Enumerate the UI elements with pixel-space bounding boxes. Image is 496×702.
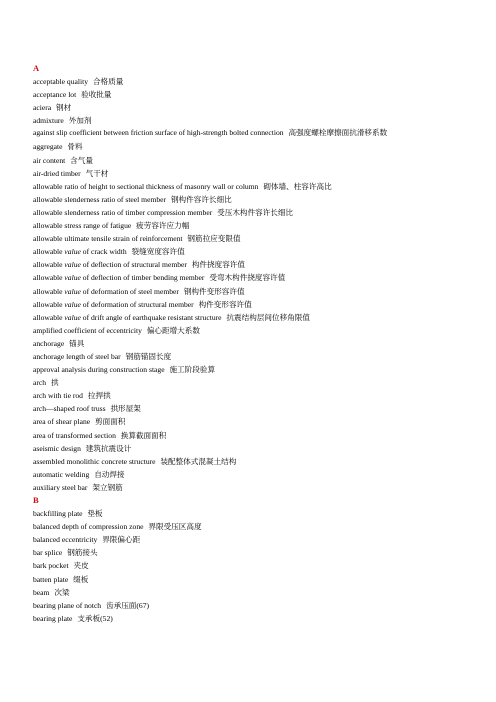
english-term: bearing plane of notch <box>33 600 102 610</box>
chinese-translation: 外加剂 <box>68 116 92 126</box>
term-suffix: of deflection of timber bending member <box>80 273 205 283</box>
glossary-entry <box>33 245 465 258</box>
chinese-translation: 钢构件容许长细比 <box>170 194 232 204</box>
term-prefix: allowable <box>33 299 65 309</box>
glossary-entry <box>33 140 465 153</box>
glossary-entry <box>33 363 465 376</box>
english-term: amplified coefficient of eccentricity <box>33 325 142 335</box>
chinese-translation: 钢材 <box>56 103 72 113</box>
glossary-entry <box>33 285 465 298</box>
glossary-entry <box>33 546 465 559</box>
term-italic: value <box>64 286 81 296</box>
chinese-translation: 气干材 <box>85 168 109 178</box>
english-term: bark pocket <box>33 561 69 571</box>
term-italic: value <box>64 247 81 257</box>
glossary-entry <box>33 468 465 481</box>
term-italic: value <box>64 273 81 283</box>
glossary-entry <box>33 573 465 586</box>
english-term <box>33 247 127 256</box>
chinese-translation: 界限受压区高度 <box>148 522 202 532</box>
glossary-entry <box>33 481 465 494</box>
chinese-translation: 构件变形容许值 <box>198 299 252 309</box>
section-letter: B <box>33 495 39 505</box>
chinese-translation: 建筑抗震设计 <box>85 443 132 453</box>
english-term: approval analysis during construction stage <box>33 365 165 375</box>
english-term: acceptance lot <box>33 90 77 100</box>
chinese-translation: 验收批量 <box>81 90 112 100</box>
term-prefix: allowable <box>33 273 65 283</box>
term-prefix: allowable <box>33 286 65 296</box>
chinese-translation: 骨料 <box>67 142 83 152</box>
english-term: batten plate <box>33 574 69 584</box>
english-term: anchorage length of steel bar <box>33 351 121 361</box>
chinese-translation: 拉捍拱 <box>87 391 111 401</box>
term-suffix: of deformation of steel member <box>80 286 179 296</box>
chinese-translation: 裂缝宽度容许值 <box>131 247 185 257</box>
chinese-translation: 次梁 <box>54 587 70 597</box>
chinese-translation: 施工阶段验算 <box>169 365 216 375</box>
term-italic: value <box>64 312 81 322</box>
term-italic: value <box>64 299 81 309</box>
chinese-translation: 受压木构件容许长细比 <box>217 207 294 217</box>
glossary-entry <box>33 599 465 612</box>
glossary-entry <box>33 114 465 127</box>
english-term: anchorage <box>33 338 65 348</box>
chinese-translation: 锚具 <box>69 338 85 348</box>
english-term: air content <box>33 155 66 165</box>
glossary-entry <box>33 350 465 363</box>
chinese-translation: 装配整体式混凝土结构 <box>160 456 237 466</box>
glossary-entry <box>33 101 465 114</box>
glossary-page <box>33 62 465 625</box>
chinese-translation: 界限偏心距 <box>102 535 141 545</box>
english-term: against slip coefficient between friction surface of high-strength bolted connection <box>33 128 284 138</box>
english-term: arch <box>33 378 47 388</box>
glossary-entry <box>33 455 465 468</box>
chinese-translation: 受弯木构件挠度容许值 <box>209 273 286 283</box>
english-term: admixture <box>33 116 64 126</box>
english-term: acceptable quality <box>33 77 89 87</box>
chinese-translation: 自动焊接 <box>94 469 125 479</box>
glossary-entry <box>33 520 465 533</box>
english-term: aggregate <box>33 142 63 152</box>
glossary-entry <box>33 232 465 245</box>
chinese-translation: 砌体墙、柱容许高比 <box>263 181 332 191</box>
english-term: aseismic design <box>33 443 81 453</box>
english-term: allowable slenderness ratio of steel member <box>33 194 167 204</box>
chinese-translation: 钢筋拉应变限值 <box>187 234 241 244</box>
glossary-entry <box>33 586 465 599</box>
glossary-entry <box>33 75 465 88</box>
chinese-translation: 偏心距增大系数 <box>146 325 200 335</box>
english-term: backfilling plate <box>33 509 83 519</box>
chinese-translation: 夹皮 <box>73 561 89 571</box>
english-term: allowable stress range of fatigue <box>33 221 132 231</box>
term-suffix: of deflection of structural member <box>80 260 187 270</box>
english-term <box>33 287 179 296</box>
english-term <box>33 300 194 309</box>
english-term: balanced eccentricity <box>33 535 98 545</box>
chinese-translation: 拱形屋架 <box>110 404 141 414</box>
glossary-entry <box>33 298 465 311</box>
glossary-entry <box>33 311 465 324</box>
glossary-entry <box>33 193 465 206</box>
glossary-entry <box>33 88 465 101</box>
english-term: allowable ultimate tensile strain of reinforcement <box>33 234 183 244</box>
term-suffix: of crack width <box>80 247 127 257</box>
glossary-entry <box>33 258 465 271</box>
chinese-translation: 含气量 <box>70 155 93 165</box>
chinese-translation: 抗震结构层间位移角限值 <box>226 312 310 322</box>
glossary-entry <box>33 389 465 402</box>
glossary-entry <box>33 167 465 180</box>
chinese-translation: 支承板(52) <box>77 613 113 623</box>
english-term: beam <box>33 587 50 597</box>
chinese-translation: 高强度螺栓摩擦面抗滑移系数 <box>288 128 388 138</box>
term-prefix: allowable <box>33 247 65 257</box>
chinese-translation: 拱 <box>50 378 59 388</box>
chinese-translation: 疲劳容许应力幅 <box>136 221 190 231</box>
english-term <box>33 313 222 322</box>
chinese-translation: 架立钢筋 <box>92 482 123 492</box>
glossary-entry <box>33 415 465 428</box>
chinese-translation: 合格质量 <box>92 77 124 87</box>
english-term: aciera <box>33 103 52 113</box>
glossary-entry <box>33 127 465 140</box>
glossary-entry <box>33 271 465 284</box>
glossary-entry <box>33 376 465 389</box>
glossary-entry <box>33 180 465 193</box>
chinese-translation: 钢构件变形容许值 <box>183 286 245 296</box>
glossary-entry <box>33 402 465 415</box>
english-term: automatic welding <box>33 469 90 479</box>
glossary-entry <box>33 429 465 442</box>
term-suffix: of deformation of structural member <box>80 299 194 309</box>
english-term: arch with tie rod <box>33 391 83 401</box>
term-prefix: allowable <box>33 260 65 270</box>
glossary-entry <box>33 442 465 455</box>
glossary-entry <box>33 154 465 167</box>
english-term: arch—shaped roof truss <box>33 404 106 414</box>
chinese-translation: 钢筋接头 <box>67 548 98 558</box>
english-term: balanced depth of compression zone <box>33 522 144 532</box>
chinese-translation: 剪面面积 <box>95 417 126 427</box>
english-term: allowable ratio of height to sectional thickness of masonry wall or column <box>33 181 259 191</box>
english-term: air-dried timber <box>33 168 81 178</box>
english-term: assembled monolithic concrete structure <box>33 456 156 466</box>
glossary-entry <box>33 324 465 337</box>
english-term <box>33 273 204 282</box>
english-term <box>33 260 187 269</box>
english-term: bar splice <box>33 548 63 558</box>
glossary-entry <box>33 206 465 219</box>
chinese-translation: 构件挠度容许值 <box>191 260 245 270</box>
glossary-entry <box>33 219 465 232</box>
term-italic: value <box>64 260 81 270</box>
glossary-entry <box>33 337 465 350</box>
glossary-entry <box>33 507 465 520</box>
english-term: bearing plate <box>33 613 73 623</box>
english-term: area of transformed section <box>33 430 116 440</box>
glossary-entry <box>33 533 465 546</box>
glossary-entry <box>33 612 465 625</box>
english-term: area of shear plane <box>33 417 91 427</box>
chinese-translation: 换算截面面积 <box>120 430 167 440</box>
chinese-translation: 缀板 <box>73 574 89 584</box>
glossary-entry <box>33 559 465 572</box>
english-term: auxiliary steel bar <box>33 482 88 492</box>
term-suffix: of drift angle of earthquake resistant structure <box>80 312 222 322</box>
chinese-translation: 钢筋锚固长度 <box>125 351 172 361</box>
section-letter: A <box>33 63 40 73</box>
chinese-translation: 垫板 <box>87 509 103 519</box>
chinese-translation: 齿承压面(67) <box>106 600 150 610</box>
english-term: allowable slenderness ratio of timber compression member <box>33 207 213 217</box>
term-prefix: allowable <box>33 312 65 322</box>
